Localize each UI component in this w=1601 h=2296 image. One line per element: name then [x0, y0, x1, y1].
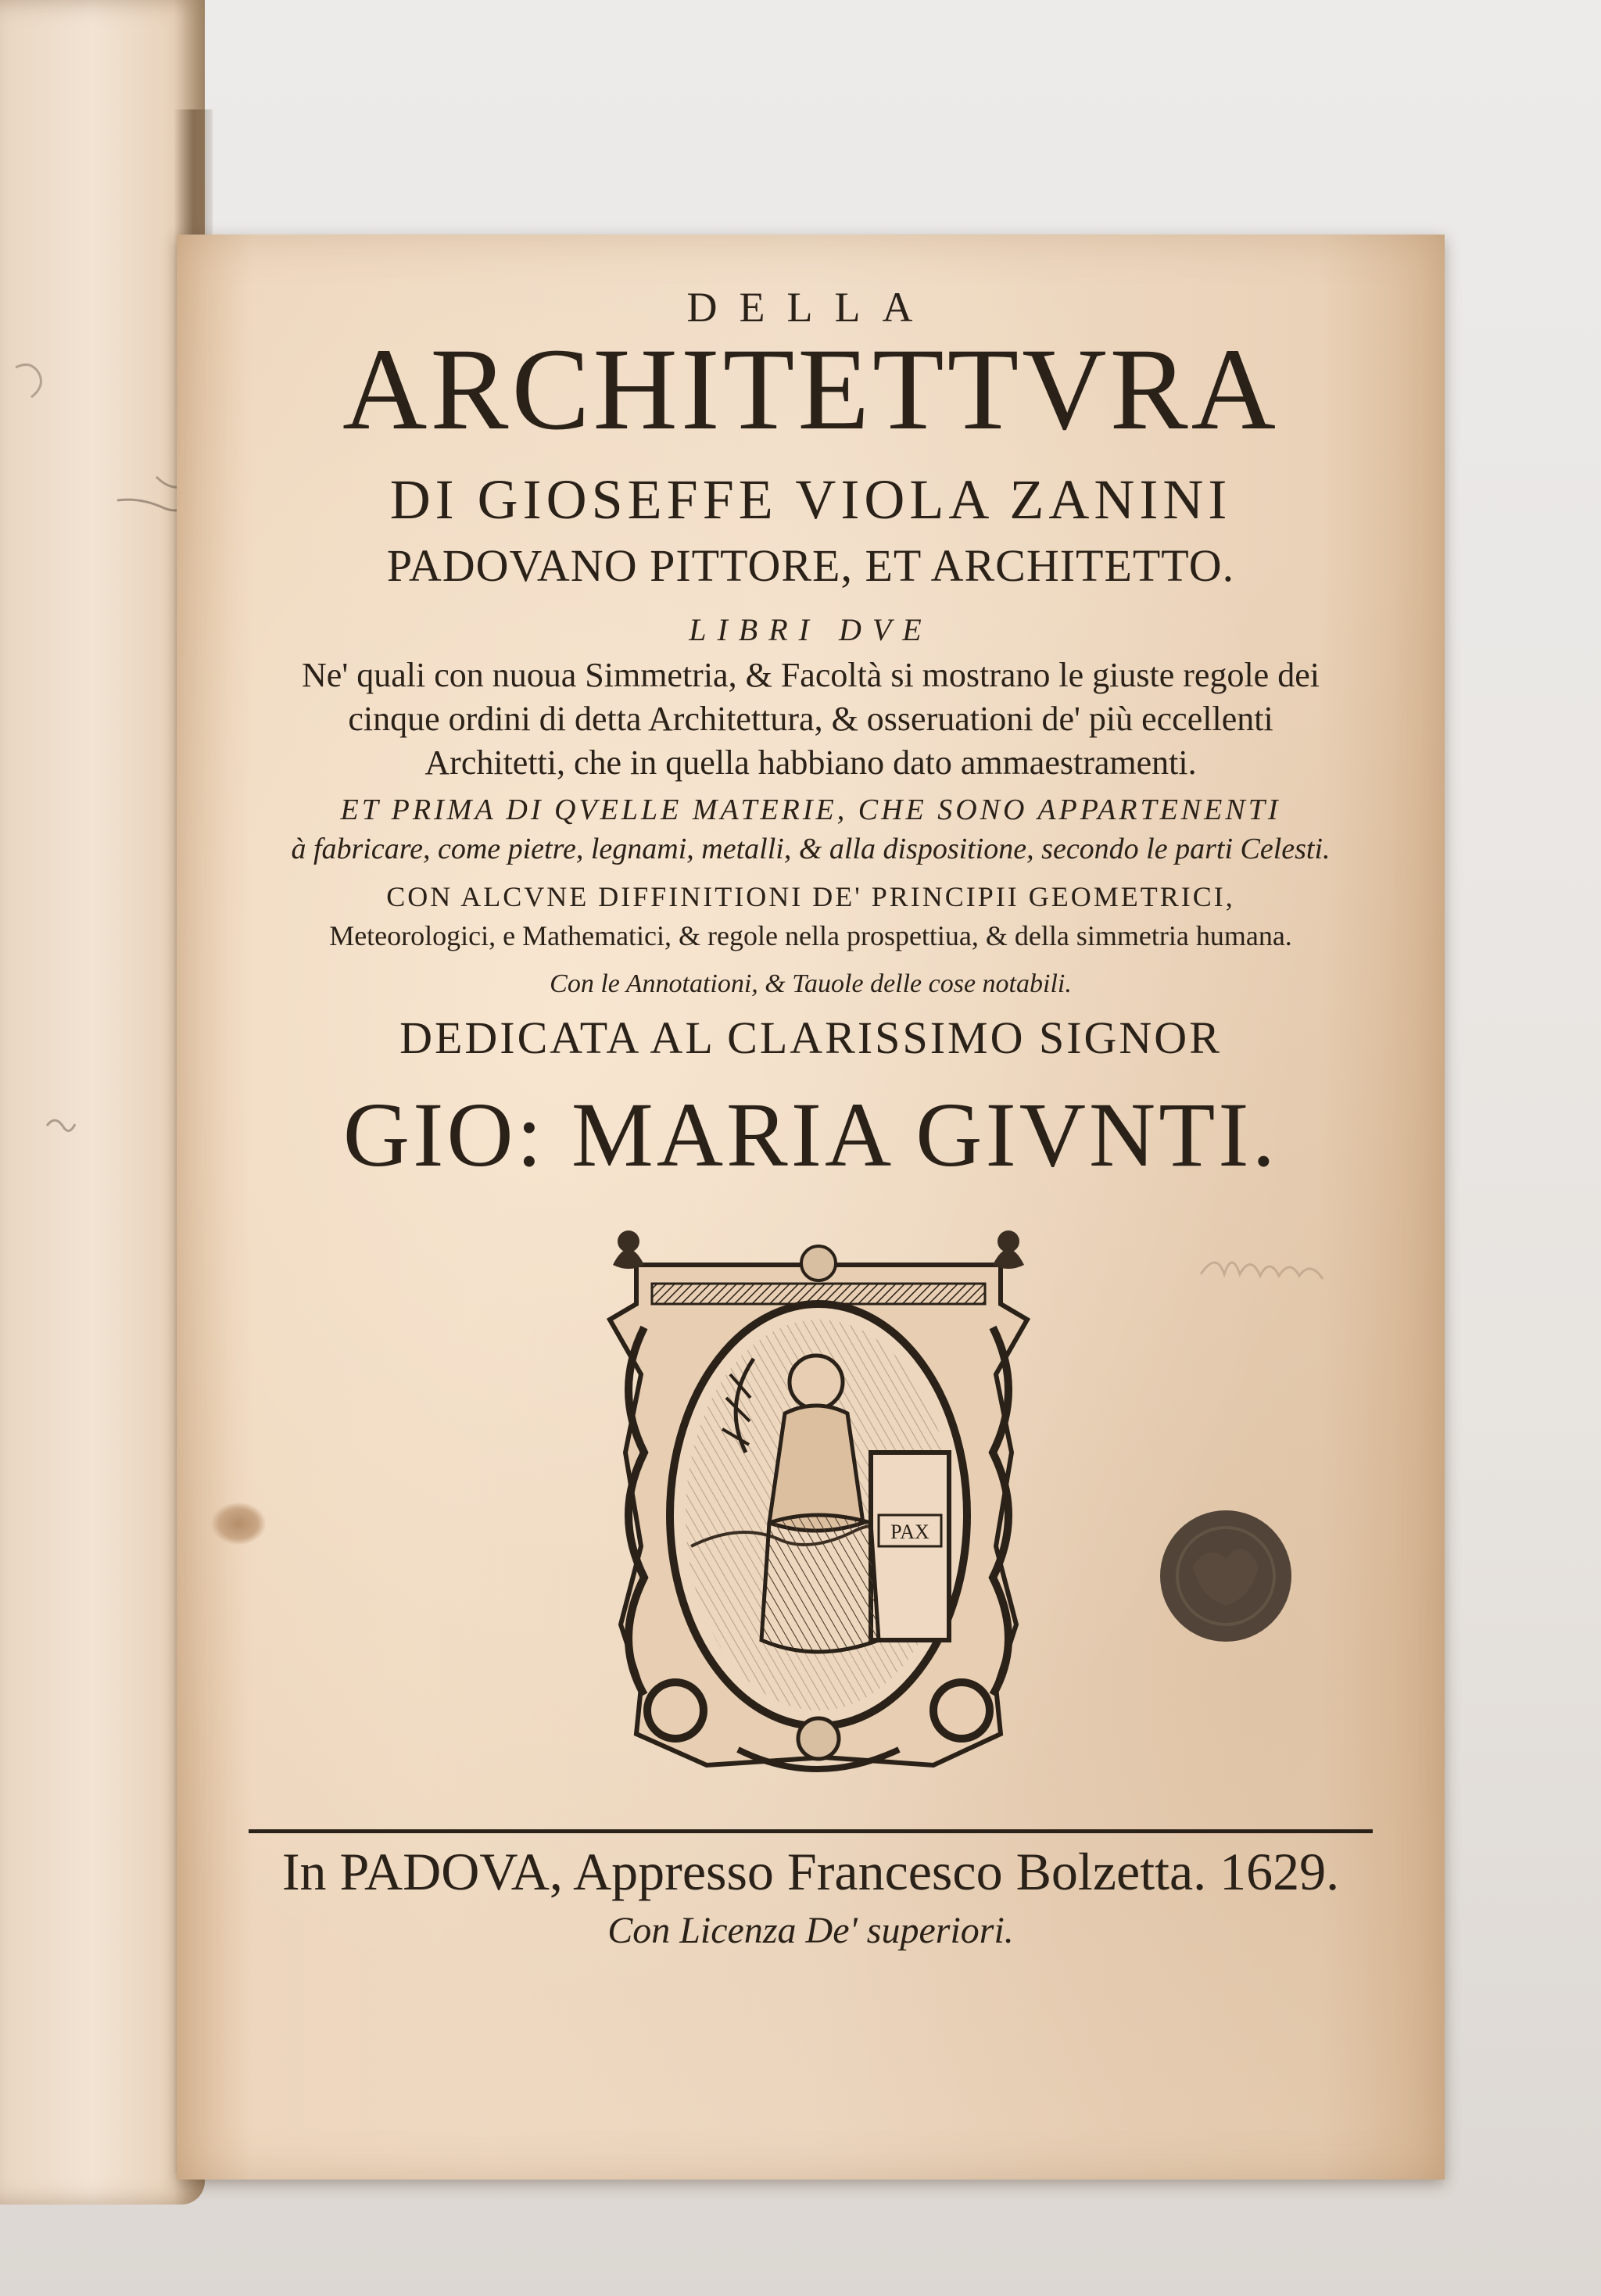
imprint-line: In PADOVA, Appresso Francesco Bolzetta. 1629.	[281, 1842, 1340, 1901]
title-della: DELLA	[686, 284, 935, 331]
description-line: Ne' quali con nuoua Simmetria, & Facoltà si mostrano le giuste regole dei	[302, 656, 1320, 694]
horizontal-rule	[249, 1829, 1373, 1833]
title-architettura: ARCHITETTVRA	[342, 324, 1279, 454]
faint-signature	[1193, 1243, 1412, 1290]
diffinitioni-line: CON ALCVNE DIFFINITIONI DE' PRINCIPII GEOMETRICI,	[386, 881, 1235, 912]
author-line: DI GIOSEFFE VIOLA ZANINI	[389, 468, 1232, 531]
description-line: cinque ordini di detta Architettura, & osseruationi de' più eccellenti	[348, 700, 1273, 738]
diffinitioni-line: Meteorologici, e Mathematici, & regole nella prospettiua, & della simmetria humana.	[329, 920, 1292, 951]
ink-stamp	[1154, 1504, 1298, 1648]
prima-line: à fabricare, come pietre, legnami, metalli, & alla dispositione, secondo le parti Celesti.	[291, 833, 1331, 865]
author-description: PADOVANO PITTORE, ET ARCHITETTO.	[386, 540, 1235, 591]
libri-due: LIBRI DVE	[689, 612, 933, 647]
licenza-line: Con Licenza De' superiori.	[607, 1910, 1014, 1951]
woodcut-label: PAX	[890, 1521, 929, 1543]
printers-device-woodcut	[589, 1218, 1048, 1787]
dedicatee-name: GIO: MARIA GIVNTI.	[342, 1084, 1279, 1186]
dedication-line: DEDICATA AL CLARISSIMO SIGNOR	[399, 1012, 1222, 1063]
description-line: Architetti, che in quella habbiano dato ammaestramenti.	[424, 743, 1197, 782]
annotationi-line: Con le Annotationi, & Tauole delle cose notabili.	[550, 969, 1072, 998]
title-page	[177, 235, 1445, 2180]
prima-line: ET PRIMA DI QVELLE MATERIE, CHE SONO APPARTENENTI	[340, 793, 1281, 826]
worm-hole-damage	[211, 1503, 266, 1545]
